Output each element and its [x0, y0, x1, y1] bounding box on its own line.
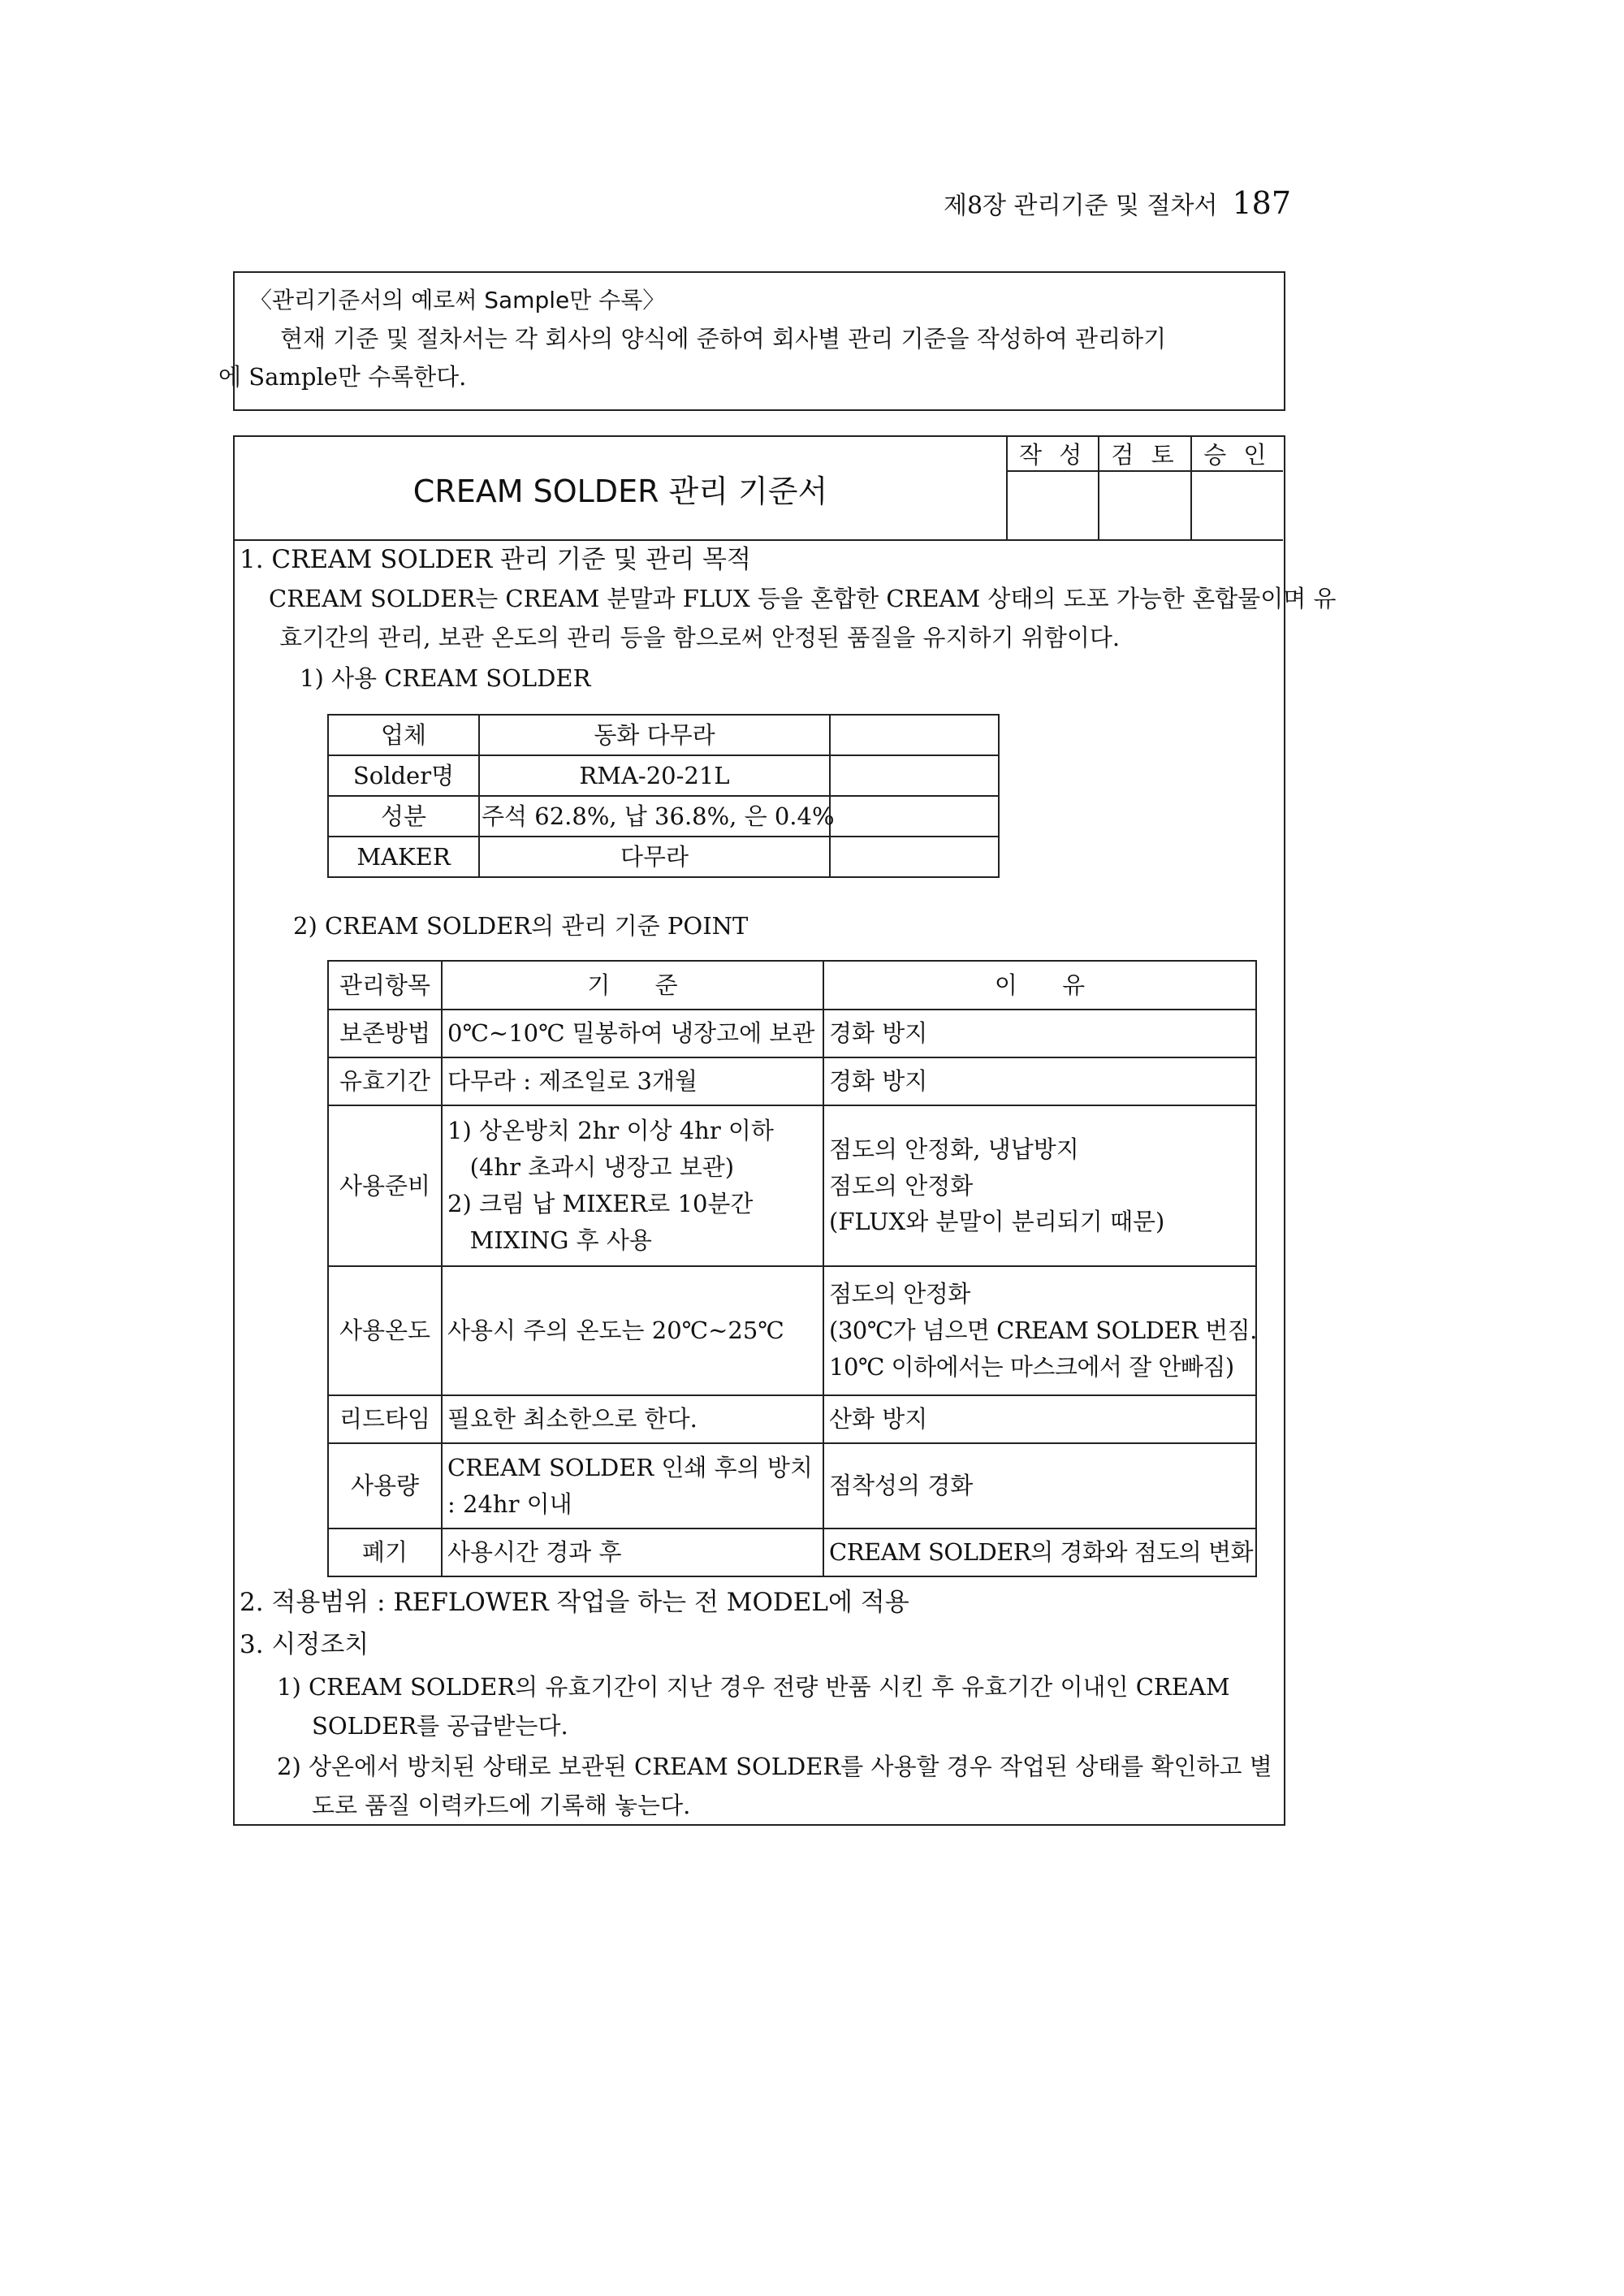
approval-approve-box: [1191, 471, 1283, 539]
point-reason-line: 점도의 안정화, 냉납방지: [829, 1135, 1079, 1163]
point-standard-line: 사용시간 경과 후: [447, 1538, 622, 1567]
point-reason-line: (FLUX와 분말이 분리되기 때문): [829, 1208, 1165, 1236]
notice-line-1: 현재 기준 및 절차서는 각 회사의 양식에 준하여 회사별 관리 기준을 작성하여 관리하기: [280, 325, 1167, 352]
point-item: 사용량: [328, 1443, 442, 1529]
header-item: 관리항목: [328, 961, 442, 1010]
solder-table: [327, 714, 1000, 878]
table-row: [328, 1010, 1256, 1057]
point-standard-line: 필요한 최소한으로 한다.: [447, 1405, 698, 1433]
point-reason: [823, 1266, 1256, 1395]
point-reason-line: 점착성의 경화: [829, 1472, 974, 1500]
point-reason-line: 경화 방지: [829, 1019, 928, 1048]
solder-label: 성분: [328, 796, 479, 837]
solder-label: 업체: [328, 715, 479, 755]
point-reason: [823, 1529, 1256, 1576]
point-standard: [442, 1395, 823, 1443]
point-standard-line: CREAM SOLDER 인쇄 후의 방치: [447, 1453, 813, 1481]
point-standard: [442, 1443, 823, 1529]
section1-para-line1: CREAM SOLDER는 CREAM 분말과 FLUX 등을 혼합한 CREAM 상태의 도포 가능한 혼합물이며 유: [269, 585, 1337, 612]
section1-sub2: 2) CREAM SOLDER의 관리 기준 POINT: [293, 912, 749, 940]
point-standard-line: 다무라 : 제조일로 3개월: [447, 1067, 698, 1096]
page-number: 187: [1232, 185, 1291, 221]
section1-heading: 1. CREAM SOLDER 관리 기준 및 관리 목적: [240, 545, 751, 574]
running-header: [893, 185, 1291, 221]
solder-label: Solder명: [328, 755, 479, 796]
document-frame: [233, 435, 1337, 1826]
point-reason-line: CREAM SOLDER의 경화와 점도의 변화: [829, 1538, 1253, 1567]
point-reason: [823, 1057, 1256, 1105]
section3-item2-line1: 2) 상온에서 방치된 상태로 보관된 CREAM SOLDER를 사용할 경우 작업된 상태를 확인하고 별: [277, 1753, 1272, 1780]
table-row: [328, 755, 999, 796]
table-row: [328, 1395, 1256, 1443]
point-reason: [823, 1395, 1256, 1443]
approval-approve-label: 승 인: [1191, 437, 1283, 471]
point-standard: [442, 1266, 823, 1395]
section3-item1-line1: 1) CREAM SOLDER의 유효기간이 지난 경우 전량 반품 시킨 후 유효기간 이내인 CREAM: [277, 1673, 1230, 1701]
point-item: 사용온도: [328, 1266, 442, 1395]
table-row: [328, 796, 999, 837]
solder-label: MAKER: [328, 837, 479, 877]
point-item: 폐기: [328, 1529, 442, 1576]
point-standard-line: 사용시 주의 온도는 20℃~25℃: [447, 1317, 784, 1345]
title-bar: [235, 437, 1283, 541]
point-item: 리드타임: [328, 1395, 442, 1443]
solder-value: 동화 다무라: [479, 715, 830, 755]
point-reason-line: 10℃ 이하에서는 마스크에서 잘 안빠짐): [829, 1352, 1234, 1381]
approval-write-label: 작 성: [1007, 437, 1099, 471]
point-standard-line: 2) 크림 납 MIXER로 10분간: [447, 1190, 754, 1217]
solder-value: RMA-20-21L: [479, 755, 830, 796]
point-reason-line: 점도의 안정화: [829, 1171, 974, 1200]
point-reason-line: 경화 방지: [829, 1067, 928, 1096]
point-standard: [442, 1057, 823, 1105]
header-standard: 기 준: [442, 961, 823, 1010]
solder-extra: [830, 837, 999, 877]
point-standard-line: MIXING 후 사용: [447, 1226, 652, 1254]
point-reason: [823, 1105, 1256, 1266]
point-item: 보존방법: [328, 1010, 442, 1057]
table-row: [328, 1443, 1256, 1529]
solder-value: 다무라: [479, 837, 830, 877]
notice-body: [218, 320, 1269, 396]
chapter-title: 제8장 관리기준 및 절차서: [943, 192, 1218, 220]
notice-title: 〈관리기준서의 예로써 Sample만 수록〉: [249, 287, 666, 313]
point-table: [327, 960, 1257, 1577]
point-item: 유효기간: [328, 1057, 442, 1105]
notice-line-2: 에 Sample만 수록한다.: [218, 363, 467, 391]
notice-box: [218, 271, 1285, 411]
point-standard-line: : 24hr 이내: [447, 1490, 572, 1518]
point-standard: [442, 1010, 823, 1057]
solder-extra: [830, 715, 999, 755]
point-standard-line: 1) 상온방치 2hr 이상 4hr 이하: [447, 1117, 774, 1145]
point-standard-line: (4hr 초과시 냉장고 보관): [447, 1153, 735, 1182]
point-reason-line: 점도의 안정화: [829, 1280, 970, 1308]
table-row: [328, 837, 999, 877]
section3-heading: 3. 시정조치: [240, 1630, 369, 1659]
table-header-row: [328, 961, 1256, 1010]
section3-item1-line2: SOLDER를 공급받는다.: [312, 1712, 568, 1740]
point-reason: [823, 1010, 1256, 1057]
table-row: [328, 715, 999, 755]
approval-table: [1006, 437, 1283, 539]
approval-review-box: [1099, 471, 1190, 539]
solder-extra: [830, 755, 999, 796]
point-reason-line: 산화 방지: [829, 1405, 928, 1433]
section2-heading: 2. 적용범위 : REFLOWER 작업을 하는 전 MODEL에 적용: [240, 1588, 909, 1617]
table-row: [328, 1105, 1256, 1266]
table-row: [328, 1529, 1256, 1576]
approval-write-box: [1007, 471, 1099, 539]
point-reason-line: (30℃가 넘으면 CREAM SOLDER 번짐.: [829, 1317, 1257, 1345]
table-row: [328, 1266, 1256, 1395]
point-standard: [442, 1105, 823, 1266]
solder-value: 주석 62.8%, 납 36.8%, 은 0.4%: [479, 796, 830, 837]
section1-para-line2: 효기간의 관리, 보관 온도의 관리 등을 함으로써 안정된 품질을 유지하기 위함이다.: [279, 624, 1121, 651]
solder-extra: [830, 796, 999, 837]
document-title: CREAM SOLDER 관리 기준서: [412, 473, 828, 509]
header-reason: 이 유: [823, 961, 1256, 1010]
approval-review-label: 검 토: [1099, 437, 1190, 471]
point-standard-line: 0℃~10℃ 밀봉하여 냉장고에 보관: [447, 1019, 815, 1048]
point-item: 사용준비: [328, 1105, 442, 1266]
point-standard: [442, 1529, 823, 1576]
table-row: [328, 1057, 1256, 1105]
section1-sub1: 1) 사용 CREAM SOLDER: [300, 664, 591, 692]
point-reason: [823, 1443, 1256, 1529]
section3-item2-line2: 도로 품질 이력카드에 기록해 놓는다.: [312, 1792, 691, 1819]
